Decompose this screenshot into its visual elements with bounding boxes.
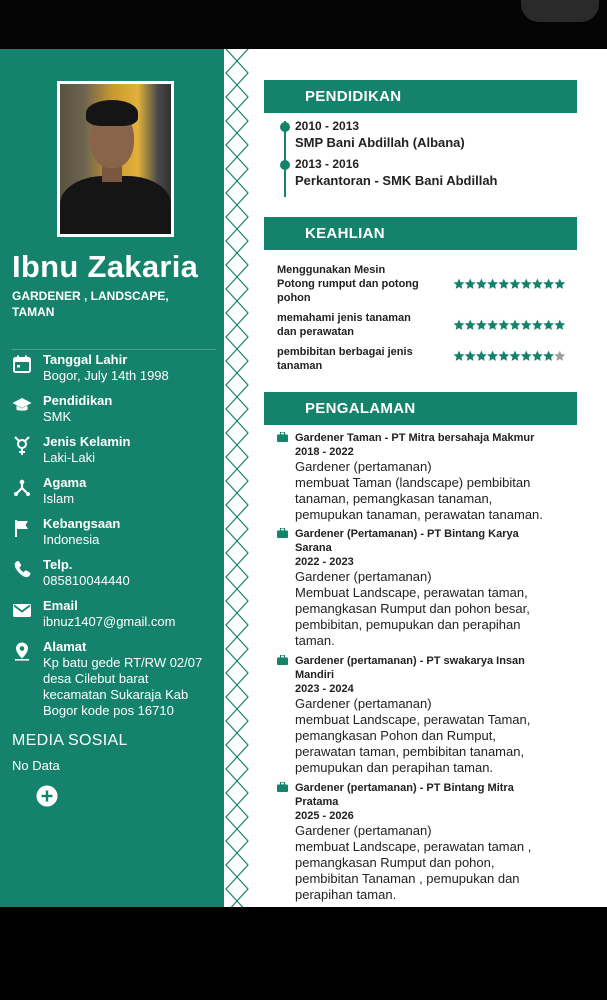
skill-rating-stars [453,350,577,362]
email-icon [12,600,32,620]
experience-description-line: pemupukan tanaman, perawatan tanaman. [295,507,543,522]
camera-notch [521,0,599,22]
star-filled-icon [554,320,565,330]
star-filled-icon [454,279,465,289]
education-years: 2010 - 2013 [295,119,360,133]
star-filled-icon [487,351,498,361]
briefcase-icon [277,655,288,665]
experience-title-line: Gardener (pertamanan) - PT Bintang Mitra [295,782,514,794]
flag-icon [12,518,32,538]
info-value-line: Bogor, July 14th 1998 [43,368,169,383]
experience-description-line: membuat Landscape, perawatan taman , [295,839,532,854]
experience-title [295,654,575,682]
experience-description [295,475,579,523]
calendar-icon [12,354,32,374]
profile-photo [57,81,174,237]
skill-name-line: memahami jenis tanaman [277,312,411,324]
info-value-line: kecamatan Sukaraja Kab [43,687,189,702]
skill-name-line: Menggunakan Mesin [277,264,386,276]
phone-icon [12,559,32,579]
info-value [43,368,169,384]
media-sosial-empty: No Data [12,758,60,773]
experience-title [295,527,575,555]
star-filled-icon [498,351,509,361]
experience-years: 2022 - 2023 [295,556,354,568]
star-filled-icon [498,320,509,330]
info-value [43,614,175,630]
sidebar-divider [12,349,216,350]
location-pin-icon [12,641,32,661]
info-value-line: ibnuz1407@gmail.com [43,614,176,629]
info-value [43,655,202,719]
star-filled-icon [476,351,487,361]
star-filled-icon [554,279,565,289]
info-value-line: 085810044440 [43,573,130,588]
star-filled-icon [532,320,543,330]
experience-description-line: tanaman, pemangkasan tanaman, [295,491,493,506]
skill-name-line: tanaman [277,360,323,372]
skill-name-line: pembibitan berbagai jenis [277,346,413,358]
gender-icon [12,436,32,456]
info-label: Kebangsaan [43,516,121,531]
experience-description-line: perawatan taman, pembibitan tanaman, [295,744,525,759]
timeline-dot [280,160,290,170]
star-filled-icon [476,279,487,289]
timeline-dot [280,122,290,132]
experience-description-line: pemangkasan Pohon dan Rumput, [295,728,496,743]
star-filled-icon [487,320,498,330]
experience-description-line: membuat Landscape, perawatan Taman, [295,712,531,727]
profile-name: Ibnu Zakaria [12,249,199,284]
experience-description-line: pemangkasan Rumput dan pohon besar, [295,601,530,616]
education-school: Perkantoran - SMK Bani Abdillah [295,173,498,188]
experience-title [295,431,575,445]
info-value-line: Indonesia [43,532,100,547]
star-filled-icon [510,279,521,289]
star-filled-icon [543,320,554,330]
star-filled-icon [532,351,543,361]
skill-rating-stars [453,319,577,331]
education-school: SMP Bani Abdillah (Albana) [295,135,465,150]
star-filled-icon [521,320,532,330]
experience-years: 2023 - 2024 [295,683,354,695]
info-value [43,450,95,466]
skill-name [277,263,437,305]
experience-description-line: pemangkasan Rumput dan pohon, [295,855,495,870]
star-filled-icon [465,351,476,361]
star-filled-icon [543,279,554,289]
education-years: 2013 - 2016 [295,157,360,171]
experience-title-line: Mandiri [295,669,335,681]
experience-role: Gardener (pertamanan) [295,696,432,711]
skill-rating-stars [453,278,577,290]
section-header-pendidikan: PENDIDIKAN [264,80,577,113]
experience-role: Gardener (pertamanan) [295,823,432,838]
info-value [43,532,99,548]
bottom-bar [0,907,607,1000]
star-filled-icon [521,351,532,361]
experience-years: 2018 - 2022 [295,446,354,458]
info-value [43,409,71,425]
experience-role: Gardener (pertamanan) [295,569,432,584]
education-timeline-line [284,121,286,197]
briefcase-icon [277,782,288,792]
skill-name [277,311,437,339]
star-filled-icon [498,279,509,289]
briefcase-icon [277,432,288,442]
experience-description-line: taman. [295,633,335,648]
star-filled-icon [465,320,476,330]
info-label: Pendidikan [43,393,113,408]
star-filled-icon [454,320,465,330]
info-value-line: Islam [43,491,75,506]
zigzag-divider [224,49,250,907]
info-value [43,491,74,507]
top-bar [0,0,607,49]
info-value-line: Bogor kode pos 16710 [43,703,174,718]
info-label: Alamat [43,639,87,654]
star-filled-icon [532,279,543,289]
sidebar [0,49,224,907]
info-value-line: desa Cilebut barat [43,671,149,686]
info-value-line: Kp batu gede RT/RW 02/07 [43,655,203,670]
star-filled-icon [476,320,487,330]
star-filled-icon [510,351,521,361]
skill-name-line: pohon [277,292,311,304]
info-value [43,573,130,589]
star-empty-icon [554,351,565,361]
info-label: Email [43,598,78,613]
religion-icon [12,477,32,497]
info-value-line: Laki-Laki [43,450,96,465]
experience-description-line: perapihan taman. [295,887,397,902]
experience-title-line: Gardener (Pertamanan) - PT Bintang Karya [295,528,519,540]
info-label: Jenis Kelamin [43,434,131,449]
experience-description-line: pemupukan dan perapihan taman. [295,760,494,775]
experience-title-line: Gardener (pertamanan) - PT swakarya Insan [295,655,525,667]
experience-description [295,585,579,649]
star-filled-icon [454,351,465,361]
profile-title: GARDENER , LANDSCAPE, TAMAN [12,289,169,319]
experience-description [295,712,579,776]
star-filled-icon [487,279,498,289]
skill-name-line: Potong rumput dan potong [277,278,419,290]
experience-title [295,781,575,809]
experience-description-line: pembibitan, pemupukan dan perapihan [295,617,521,632]
plus-circle-icon[interactable] [36,785,58,807]
star-filled-icon [543,351,554,361]
graduation-cap-icon [12,395,32,415]
skill-name [277,345,437,373]
media-sosial-heading: MEDIA SOSIAL [12,732,128,749]
star-filled-icon [510,320,521,330]
star-filled-icon [465,279,476,289]
experience-description [295,839,579,903]
info-label: Telp. [43,557,73,572]
section-header-pengalaman: PENGALAMAN [264,392,577,425]
star-filled-icon [521,279,532,289]
info-label: Agama [43,475,87,490]
experience-description-line: membuat Taman (landscape) pembibitan [295,475,531,490]
skill-name-line: dan perawatan [277,326,355,338]
experience-description-line: Membuat Landscape, perawatan taman, [295,585,528,600]
info-label: Tanggal Lahir [43,352,128,367]
briefcase-icon [277,528,288,538]
info-value-line: SMK [43,409,72,424]
experience-years: 2025 - 2026 [295,810,354,822]
experience-title-line: Sarana [295,542,332,554]
experience-description-line: pembibitan Tanaman , pemupukan dan [295,871,520,886]
resume-page [0,49,607,907]
experience-title-line: Pratama [295,796,339,808]
section-header-keahlian: KEAHLIAN [264,217,577,250]
experience-role: Gardener (pertamanan) [295,459,432,474]
experience-title-line: Gardener Taman - PT Mitra bersahaja Makmur [295,432,535,444]
